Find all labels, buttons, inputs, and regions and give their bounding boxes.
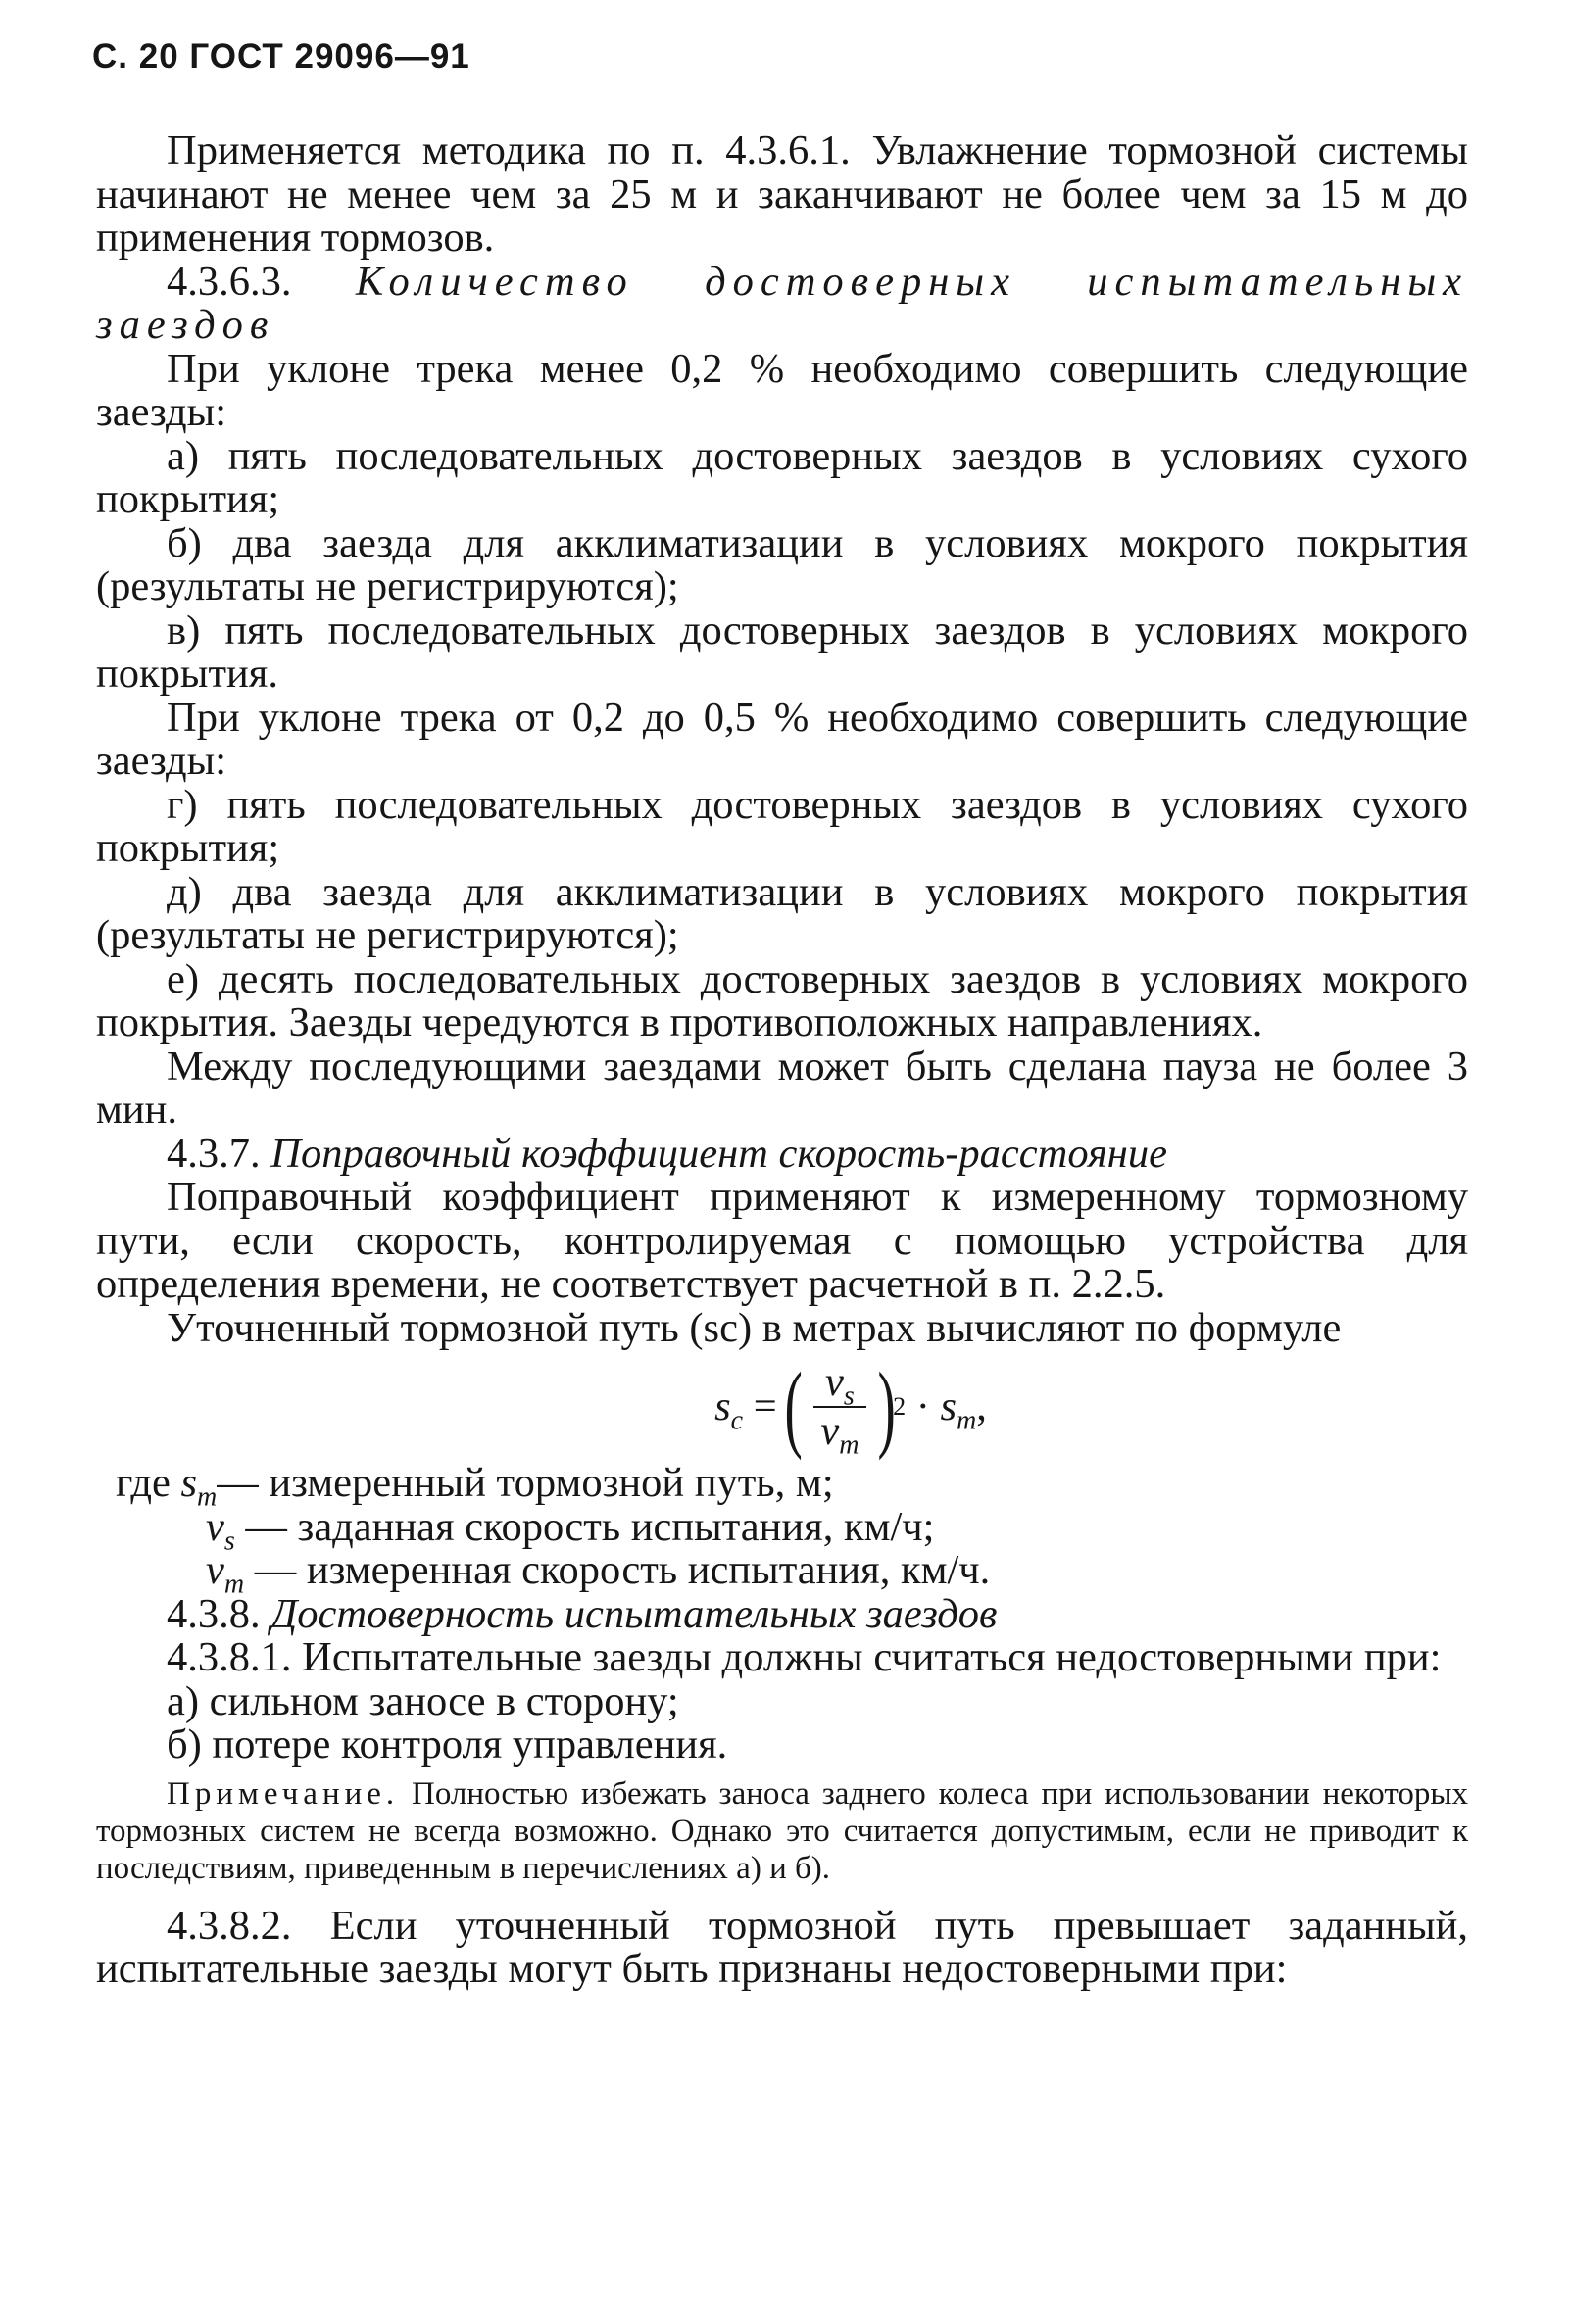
section-number: 4.3.7. — [167, 1130, 261, 1177]
section-number: 4.3.6.3. — [167, 258, 292, 305]
formula-rhs: $s_m$ — [940, 1383, 977, 1436]
fraction — [813, 1359, 866, 1461]
list-item: а) пять последовательных достоверных заездов в условиях сухого покрытия; — [96, 432, 1468, 522]
formula — [96, 1352, 1468, 1461]
list-item: б) потере контроля управления. — [167, 1721, 728, 1767]
definition-row: где $s_m$ — измеренный тормозной путь, м; — [116, 1460, 834, 1513]
list-item: е) десять последовательных достоверных заездов в условиях мокрого покрытия. Заезды чередуются в противоположных направлениях. — [96, 955, 1468, 1045]
fraction-numerator: $v_s$ — [813, 1361, 866, 1408]
list-item: а) сильном заносе в сторону; — [167, 1677, 679, 1724]
definition-row: $v_s$ — заданная скорость испытания, км/ч; — [206, 1503, 935, 1556]
list-item: в) пять последовательных достоверных заездов в условиях мокрого покрытия. — [96, 606, 1468, 697]
equals-sign: = — [743, 1383, 777, 1429]
formula-exponent: 2 — [893, 1392, 907, 1421]
paragraph: Применяется методика по п. 4.3.6.1. Увлажнение тормозной системы начинают не менее чем за 25 м и заканчивают не более чем за 15 м до применения тормозов. — [96, 127, 1468, 261]
paragraph: Поправочный коэффициент применяют к измеренному тормозному пути, если скорость, контролируемая с помощью устройства для определения времени, не соответствует расчетной в п. 2.2.5. — [96, 1174, 1468, 1307]
paragraph: 4.3.8.2. Если уточненный тормозной путь превышает заданный, испытательные заезды могут быть признаны недостоверными при: — [96, 1902, 1468, 1992]
formula-lhs: $s_c$ — [714, 1383, 744, 1436]
right-paren: ) — [877, 1352, 896, 1461]
paragraph: При уклоне трека от 0,2 до 0,5 % необходимо совершить следующие заезды: — [96, 694, 1468, 784]
left-paren: ( — [784, 1352, 803, 1461]
list-item: б) два заезда для акклиматизации в условиях мокрого покрытия (результаты не регистрируются); — [96, 519, 1468, 609]
paragraph: Уточненный тормозной путь (sc) в метрах вычисляют по формуле — [167, 1304, 1342, 1351]
fraction-denominator: $v_m$ — [820, 1408, 859, 1461]
paragraph: При уклоне трека менее 0,2 % необходимо совершить следующие заезды: — [96, 345, 1468, 435]
formula-comma: , — [976, 1383, 987, 1429]
multiply-dot: · — [906, 1383, 941, 1429]
section-title: Достоверность испытательных заездов — [270, 1590, 998, 1637]
note — [96, 1775, 1468, 1887]
note-text: Полностью избежать заноса заднего колеса при использовании некоторых тормозных систем не всегда возможно. Однако это считается допустимым, если не приводит к последствиям, приведенным в перечислениях а) и б). — [96, 1775, 1469, 1886]
body-text-3 — [96, 1902, 1468, 1992]
section-heading-4363 — [96, 258, 1469, 348]
section-title: Количество достоверных испытательных заездов — [96, 258, 1469, 348]
document-page — [92, 37, 1469, 1992]
paragraph: 4.3.8.1. Испытательные заезды должны считаться недостоверными при: — [167, 1634, 1442, 1680]
paragraph: Между последующими заездами может быть сделана пауза не более 3 мин. — [96, 1042, 1468, 1133]
section-heading-438 — [96, 1590, 1468, 1637]
body-text — [96, 129, 1468, 1350]
section-heading-437 — [96, 1130, 1468, 1177]
section-title: Поправочный коэффициент скорость-расстояние — [270, 1130, 1167, 1177]
page-header: С. 20 ГОСТ 29096—91 — [92, 37, 470, 75]
list-item: г) пять последовательных достоверных заездов в условиях сухого покрытия; — [96, 781, 1468, 871]
list-item: д) два заезда для акклиматизации в условиях мокрого покрытия (результаты не регистрируются); — [96, 868, 1468, 958]
body-text-2 — [96, 1590, 1468, 1767]
note-label: Примечание. — [167, 1775, 400, 1812]
definition-row: $v_m$ — измеренная скорость испытания, км/ч. — [206, 1547, 991, 1600]
section-number: 4.3.8. — [167, 1590, 261, 1637]
definitions — [96, 1460, 1468, 1600]
